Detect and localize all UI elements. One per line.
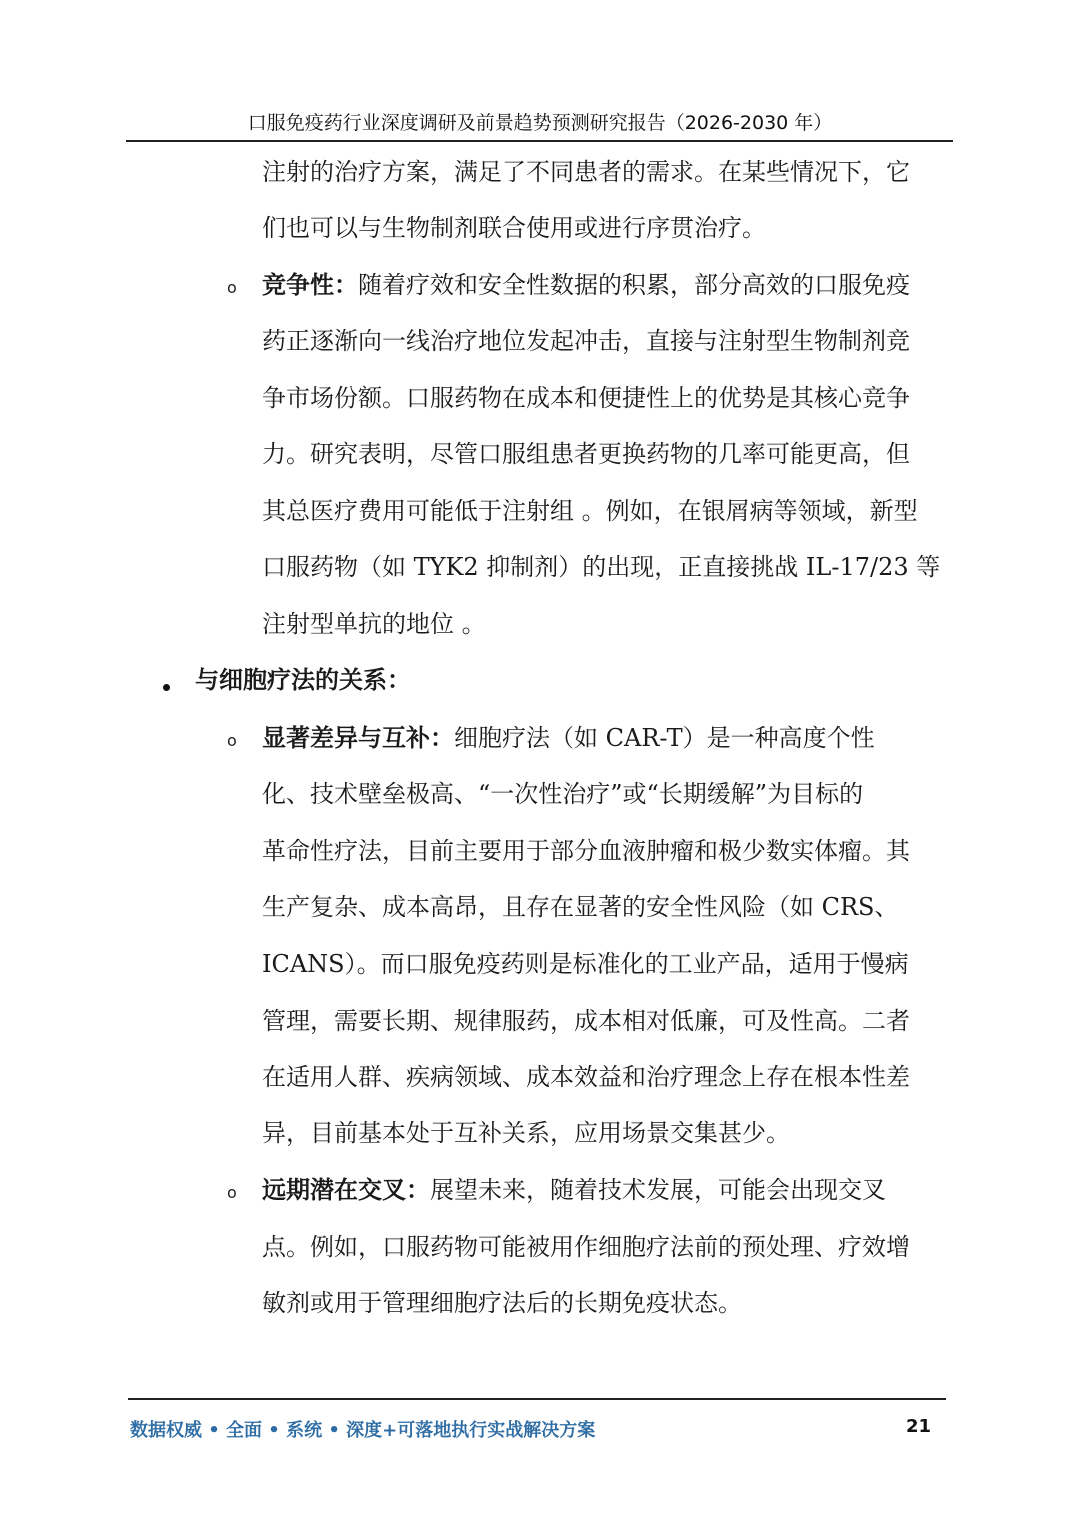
- paragraph-line: 在适用人群、疾病领域、成本效益和治疗理念上存在根本性差: [262, 1063, 910, 1091]
- report-title: 口服免疫药行业深度调研及前景趋势预测研究报告（2026-2030 年）: [247, 112, 833, 134]
- paragraph-line: ICANS）。而口服免疫药则是标准化的工业产品，适用于慢病: [262, 950, 909, 978]
- item-text: 随着疗效和安全性数据的积累，部分高效的口服免疫: [358, 271, 910, 299]
- paragraph-line: 力。研究表明，尽管口服组患者更换药物的几率可能更高，但: [262, 440, 910, 468]
- paragraph-line: 异，目前基本处于互补关系，应用场景交集甚少。: [262, 1119, 790, 1147]
- item-text: 细胞疗法（如 CAR-T）是一种高度个性: [454, 724, 875, 752]
- list-item-crossover: [262, 1174, 886, 1206]
- paragraph-line: 点。例如，口服药物可能被用作细胞疗法前的预处理、疗效增: [262, 1233, 910, 1261]
- sub-bullet-icon: o: [227, 1183, 237, 1202]
- paragraph-line: 管理，需要长期、规律服药，成本相对低廉，可及性高。二者: [262, 1007, 910, 1035]
- paragraph-line: 革命性疗法，目前主要用于部分血液肿瘤和极少数实体瘤。其: [262, 837, 910, 865]
- footer-divider: [128, 1398, 946, 1400]
- paragraph-line: 们也可以与生物制剂联合使用或进行序贯治疗。: [262, 214, 766, 242]
- paragraph-line: 药正逐渐向一线治疗地位发起冲击，直接与注射型生物制剂竞: [262, 327, 910, 355]
- list-item-competitiveness: [262, 269, 910, 301]
- paragraph-line: 口服药物（如 TYK2 抑制剂）的出现，正直接挑战 IL-17/23 等: [262, 553, 941, 581]
- item-text: 展望未来，随着技术发展，可能会出现交叉: [430, 1176, 886, 1204]
- paragraph-line: 其总医疗费用可能低于注射组 。例如，在银屑病等领域，新型: [262, 497, 918, 525]
- item-label: 竞争性：: [262, 271, 358, 299]
- paragraph-line: 注射型单抗的地位 。: [262, 610, 486, 638]
- paragraph-line: 敏剂或用于管理细胞疗法后的长期免疫状态。: [262, 1289, 742, 1317]
- paragraph-line: 争市场份额。口服药物在成本和便捷性上的优势是其核心竞争: [262, 384, 910, 412]
- sub-bullet-icon: o: [227, 278, 237, 297]
- item-label: 远期潜在交叉：: [262, 1176, 430, 1204]
- footer-slogan: 数据权威 • 全面 • 系统 • 深度+可落地执行实战解决方案: [130, 1420, 596, 1441]
- item-label: 显著差异与互补：: [262, 724, 454, 752]
- paragraph-line: 生产复杂、成本高昂，且存在显著的安全性风险（如 CRS、: [262, 893, 899, 921]
- sub-bullet-icon: o: [227, 731, 237, 750]
- paragraph-line: 化、技术壁垒极高、“一次性治疗”或“长期缓解”为目标的: [262, 780, 864, 808]
- section-heading-cell-therapy: 与细胞疗法的关系：: [195, 666, 411, 694]
- paragraph-line: 注射的治疗方案，满足了不同患者的需求。在某些情况下，它: [262, 158, 910, 186]
- page-number: 21: [906, 1416, 932, 1437]
- header-divider: [126, 140, 953, 142]
- list-item-difference: [262, 722, 875, 754]
- bullet-dot-icon: [163, 684, 170, 691]
